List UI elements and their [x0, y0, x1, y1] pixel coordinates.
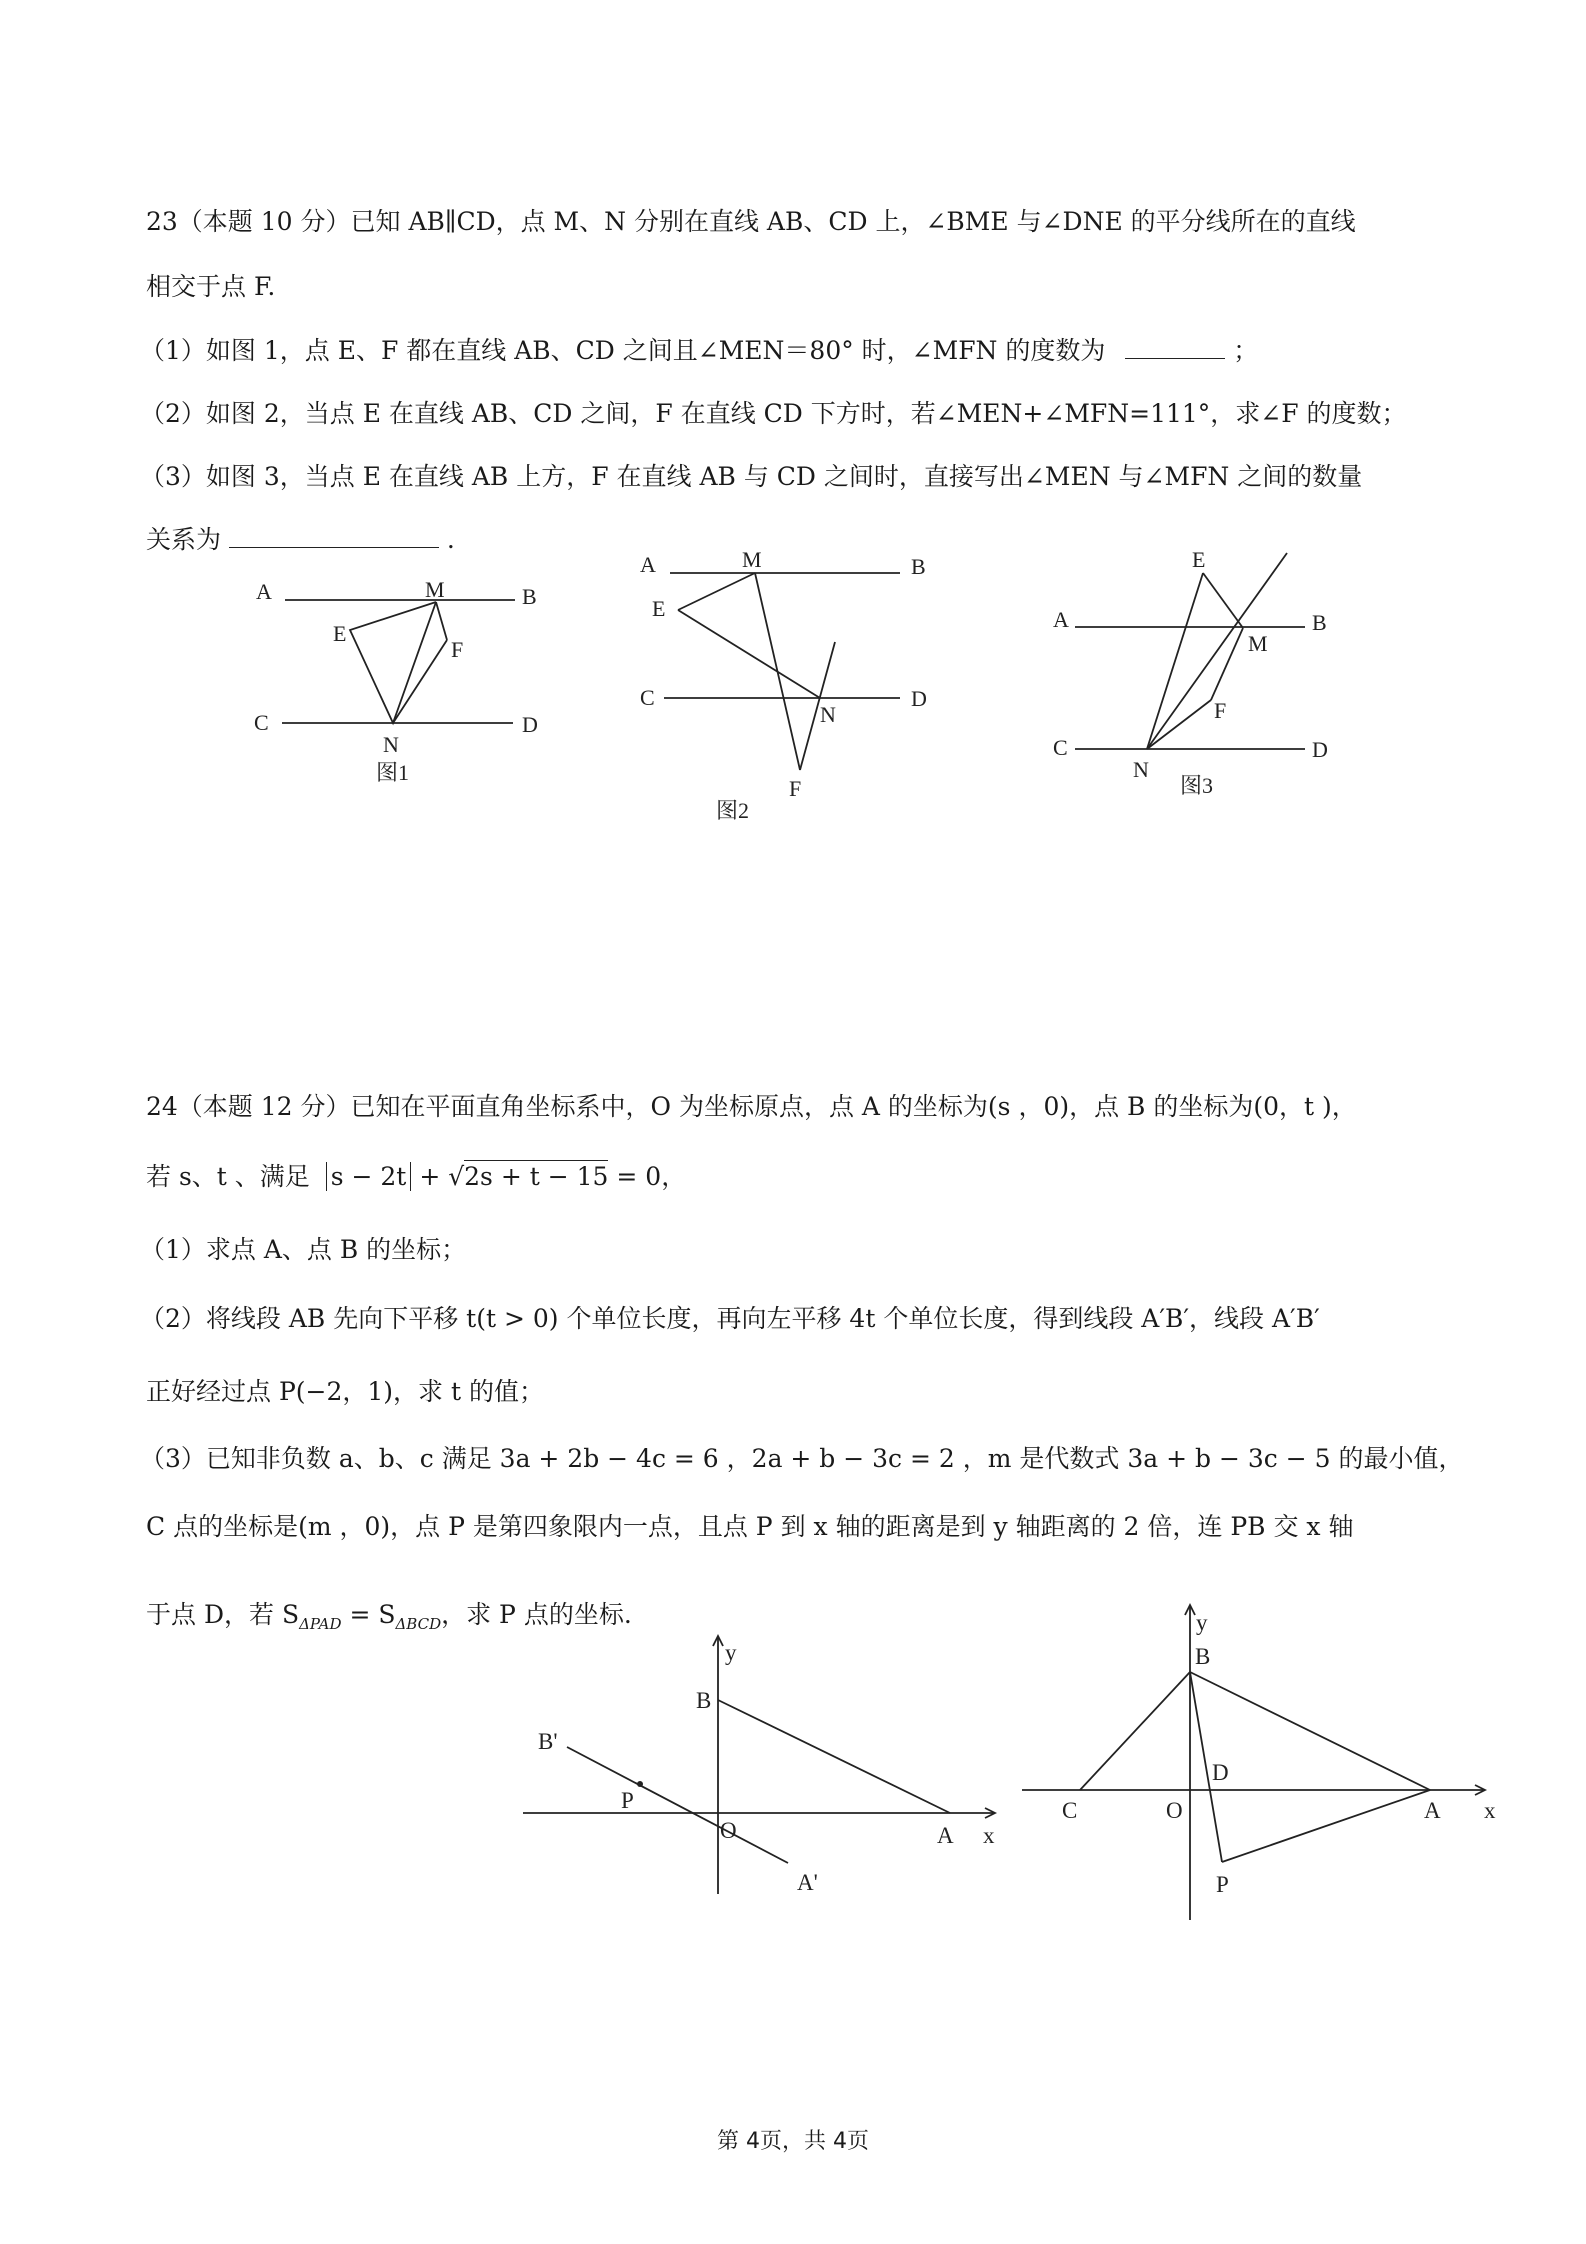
- figL-label-o: O: [720, 1818, 737, 1843]
- figR-label-x: x: [1484, 1798, 1496, 1823]
- fig3-label-m: M: [1248, 631, 1268, 656]
- fig2-label-n: N: [820, 702, 836, 727]
- fig3-label-d: D: [1312, 737, 1328, 762]
- fig3-label-b: B: [1312, 610, 1327, 635]
- figure-2: [640, 547, 927, 823]
- q24-sqrt-sign: √: [448, 1162, 465, 1191]
- fig1-label-c: C: [254, 710, 269, 735]
- fig2-seg-me: [678, 573, 755, 610]
- coord-figure-right: [1022, 1605, 1496, 1920]
- figR-label-p: P: [1216, 1872, 1229, 1897]
- figL-label-ap: A': [797, 1870, 818, 1895]
- fig3-label-a: A: [1053, 607, 1069, 632]
- fig2-label-f: F: [789, 776, 802, 801]
- q23-part1-end: ；: [1233, 336, 1259, 365]
- q24-p3c-mid: = S: [341, 1600, 396, 1629]
- fig1-label-b: B: [522, 584, 537, 609]
- fig1-quad-men: [350, 602, 436, 723]
- figR-label-c: C: [1062, 1798, 1078, 1823]
- q24-root-expr: 2s + t − 15: [464, 1162, 609, 1191]
- fig1-label-n: N: [383, 732, 399, 757]
- q23-part1-text: （1）如图 1，点 E、F 都在直线 AB、CD 之间且∠MEN＝80° 时，∠MFN 的度数为: [140, 336, 1106, 365]
- fig1-caption: 图1: [376, 760, 410, 785]
- figure-3: [1053, 547, 1328, 798]
- q24-part2: （2）将线段 AB 先向下平移 t(t > 0) 个单位长度，再向左平移 4t 个单位长度，得到线段 A′B′，线段 A′B′: [140, 1304, 1320, 1333]
- q24-p3c-a: 于点 D，若 S: [146, 1600, 300, 1629]
- q23-line1: 23（本题 10 分）已知 AB∥CD，点 M、N 分别在直线 AB、CD 上，∠BME 与∠DNE 的平分线所在的直线: [146, 207, 1356, 236]
- figR-seg-cb: [1080, 1672, 1190, 1790]
- fig1-seg-fn: [393, 640, 447, 723]
- page-footer: 第 4页，共 4页: [717, 2129, 869, 2154]
- q24-plus: +: [419, 1162, 441, 1191]
- q23-part3: （3）如图 3，当点 E 在直线 AB 上方，F 在直线 AB 与 CD 之间时，直接写出∠MEN 与∠MFN 之间的数量: [140, 462, 1363, 491]
- fig3-seg-fm: [1211, 628, 1243, 700]
- q24-sub-pad: ΔPAD: [299, 1615, 342, 1633]
- figR-label-o: O: [1166, 1798, 1183, 1823]
- figR-label-b: B: [1195, 1644, 1211, 1669]
- fig2-label-m: M: [742, 547, 762, 572]
- figR-label-y: y: [1196, 1610, 1208, 1635]
- fig3-seg-em: [1203, 573, 1243, 628]
- figL-label-b: B: [696, 1688, 712, 1713]
- q24-equals: = 0，: [616, 1162, 687, 1191]
- q23-line2: 相交于点 F.: [146, 272, 276, 301]
- fig3-label-e: E: [1192, 547, 1206, 572]
- fig3-label-n: N: [1133, 757, 1149, 782]
- fig3-label-f: F: [1214, 698, 1227, 723]
- figure-1: [254, 577, 538, 785]
- fig2-label-a: A: [640, 552, 656, 577]
- q24-part2-line2: 正好经过点 P(−2，1)，求 t 的值；: [146, 1377, 544, 1406]
- figL-point-p: [637, 1781, 643, 1787]
- figL-seg-apbp: [567, 1747, 788, 1863]
- q24-abs-expr: s − 2t: [326, 1162, 412, 1191]
- fig2-label-d: D: [911, 686, 927, 711]
- fig1-label-a: A: [256, 579, 272, 604]
- q24-line1: 24（本题 12 分）已知在平面直角坐标系中，O 为坐标原点，点 A 的坐标为(s ，0)，点 B 的坐标为(0，t )，: [146, 1092, 1357, 1121]
- figR-label-a: A: [1424, 1798, 1441, 1823]
- q24-line2-prefix: 若 s、t 、满足: [146, 1162, 310, 1191]
- figL-label-bp: B': [538, 1729, 558, 1754]
- fig2-seg-en: [678, 610, 820, 698]
- q23-part3-prefix: 关系为: [146, 525, 222, 554]
- fig2-label-b: B: [911, 554, 926, 579]
- figL-seg-ab: [718, 1700, 950, 1813]
- fig2-caption: 图2: [716, 798, 750, 823]
- q24-part1: （1）求点 A、点 B 的坐标；: [140, 1235, 467, 1264]
- fig3-label-c: C: [1053, 735, 1068, 760]
- fig1-seg-mf: [436, 602, 447, 640]
- figR-label-d: D: [1212, 1760, 1229, 1785]
- figL-label-x: x: [983, 1823, 995, 1848]
- fig1-label-e: E: [333, 621, 347, 646]
- figL-label-a: A: [937, 1823, 954, 1848]
- q24-part3-line2: C 点的坐标是(m ，0)，点 P 是第四象限内一点，且点 P 到 x 轴的距离是到 y 轴距离的 2 倍，连 PB 交 x 轴: [146, 1512, 1354, 1541]
- q24-part3: （3）已知非负数 a、b、c 满足 3a + 2b − 4c = 6 ，2a + b − 3c = 2 ，m 是代数式 3a + b − 3c − 5 的最小值，: [140, 1444, 1464, 1473]
- fig1-label-f: F: [451, 637, 464, 662]
- fig1-label-d: D: [522, 712, 538, 737]
- q24-sub-bcd: ΔBCD: [395, 1615, 442, 1633]
- q24-p3c-end: ，求 P 点的坐标.: [441, 1600, 632, 1629]
- q23-part3-end: .: [446, 525, 455, 554]
- coord-figure-left: [523, 1636, 995, 1895]
- figL-label-p: P: [621, 1788, 634, 1813]
- figR-seg-pa: [1222, 1790, 1430, 1862]
- figL-label-y: y: [725, 1640, 737, 1665]
- q23-part2: （2）如图 2，当点 E 在直线 AB、CD 之间，F 在直线 CD 下方时，若∠MEN+∠MFN=111°，求∠F 的度数；: [140, 399, 1407, 428]
- fig2-label-c: C: [640, 685, 655, 710]
- fig3-caption: 图3: [1180, 773, 1214, 798]
- fig2-label-e: E: [652, 596, 666, 621]
- fig1-label-m: M: [425, 577, 445, 602]
- fig3-seg-en: [1147, 573, 1203, 749]
- fig3-seg-nf: [1147, 700, 1211, 749]
- fig2-seg-mf: [755, 573, 800, 770]
